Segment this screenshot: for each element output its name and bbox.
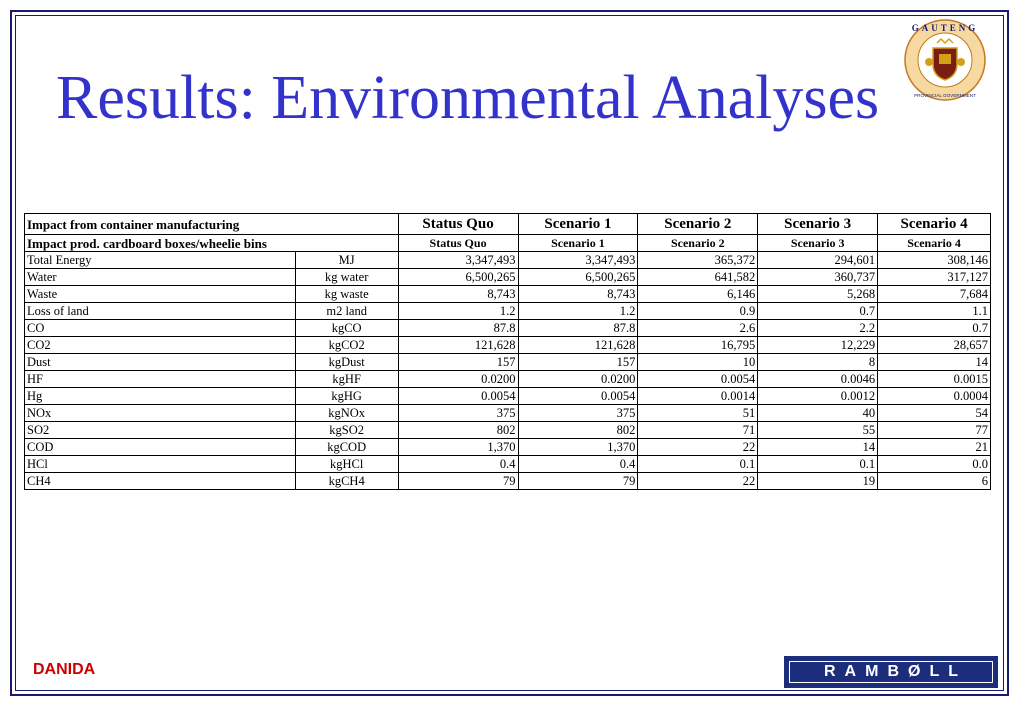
impact-value-cell: 0.4 [398, 456, 518, 473]
impact-value-cell: 71 [638, 422, 758, 439]
table-column-header: Scenario 1 [518, 235, 638, 252]
table-column-header: Scenario 3 [758, 214, 878, 235]
table-column-header: Scenario 1 [518, 214, 638, 235]
table-header-label: Impact prod. cardboard boxes/wheelie bins [25, 235, 399, 252]
table-row [25, 422, 991, 439]
impact-value-cell: 0.0012 [758, 388, 878, 405]
impact-name-cell: Total Energy [25, 252, 296, 269]
impact-unit-cell: kgNOx [295, 405, 398, 422]
impact-value-cell: 3,347,493 [398, 252, 518, 269]
impact-value-cell: 10 [638, 354, 758, 371]
impact-value-cell: 0.4 [518, 456, 638, 473]
impact-value-cell: 2.2 [758, 320, 878, 337]
impact-value-cell: 2.6 [638, 320, 758, 337]
impact-value-cell: 14 [758, 439, 878, 456]
impact-unit-cell: kgSO2 [295, 422, 398, 439]
impact-value-cell: 157 [398, 354, 518, 371]
table-row [25, 337, 991, 354]
impact-unit-cell: m2 land [295, 303, 398, 320]
impact-value-cell: 802 [398, 422, 518, 439]
table-column-header: Scenario 4 [878, 235, 991, 252]
logo-top-text: GAUTENG [911, 23, 979, 33]
impact-name-cell: Water [25, 269, 296, 286]
impact-value-cell: 0.7 [758, 303, 878, 320]
impact-value-cell: 375 [518, 405, 638, 422]
impact-value-cell: 157 [518, 354, 638, 371]
impact-value-cell: 1.1 [878, 303, 991, 320]
gauteng-seal-logo [903, 18, 987, 102]
impact-value-cell: 12,229 [758, 337, 878, 354]
impact-value-cell: 121,628 [518, 337, 638, 354]
impact-name-cell: COD [25, 439, 296, 456]
impact-name-cell: NOx [25, 405, 296, 422]
slide-title: Results: Environmental Analyses [56, 64, 880, 132]
table-header-label: Impact from container manufacturing [25, 214, 399, 235]
impact-value-cell: 0.0 [878, 456, 991, 473]
danida-footer-label: DANIDA [33, 661, 96, 678]
impact-value-cell: 641,582 [638, 269, 758, 286]
impact-value-cell: 6,146 [638, 286, 758, 303]
table-row [25, 388, 991, 405]
table-row [25, 286, 991, 303]
impact-value-cell: 0.0200 [398, 371, 518, 388]
table-row [25, 303, 991, 320]
impact-unit-cell: kgHG [295, 388, 398, 405]
impact-name-cell: HCl [25, 456, 296, 473]
impact-value-cell: 7,684 [878, 286, 991, 303]
impact-value-cell: 14 [878, 354, 991, 371]
impact-name-cell: Loss of land [25, 303, 296, 320]
impact-value-cell: 0.0014 [638, 388, 758, 405]
impact-value-cell: 87.8 [518, 320, 638, 337]
impact-value-cell: 40 [758, 405, 878, 422]
impact-value-cell: 360,737 [758, 269, 878, 286]
impact-value-cell: 16,795 [638, 337, 758, 354]
table-row [25, 320, 991, 337]
impact-value-cell: 0.0046 [758, 371, 878, 388]
table-column-header: Scenario 2 [638, 214, 758, 235]
impact-value-cell: 87.8 [398, 320, 518, 337]
impact-name-cell: Waste [25, 286, 296, 303]
impact-name-cell: SO2 [25, 422, 296, 439]
impact-value-cell: 294,601 [758, 252, 878, 269]
impact-value-cell: 5,268 [758, 286, 878, 303]
impact-value-cell: 0.0054 [638, 371, 758, 388]
impact-value-cell: 6 [878, 473, 991, 490]
impact-unit-cell: MJ [295, 252, 398, 269]
impact-value-cell: 8,743 [398, 286, 518, 303]
table-column-header: Status Quo [398, 235, 518, 252]
impact-value-cell: 22 [638, 439, 758, 456]
impact-value-cell: 55 [758, 422, 878, 439]
impact-value-cell: 0.0200 [518, 371, 638, 388]
table-row [25, 269, 991, 286]
impact-value-cell: 0.9 [638, 303, 758, 320]
table-header-row [25, 235, 991, 252]
impact-value-cell: 8,743 [518, 286, 638, 303]
ramboll-logo [784, 656, 998, 688]
impact-name-cell: Dust [25, 354, 296, 371]
impact-unit-cell: kgCO [295, 320, 398, 337]
table-row [25, 456, 991, 473]
table-row [25, 371, 991, 388]
impact-value-cell: 0.1 [638, 456, 758, 473]
impact-value-cell: 0.0054 [398, 388, 518, 405]
impact-value-cell: 1,370 [518, 439, 638, 456]
impact-value-cell: 0.0004 [878, 388, 991, 405]
impact-unit-cell: kg waste [295, 286, 398, 303]
impact-value-cell: 308,146 [878, 252, 991, 269]
impact-value-cell: 3,347,493 [518, 252, 638, 269]
table-header-row [25, 214, 991, 235]
impact-value-cell: 0.0015 [878, 371, 991, 388]
impact-value-cell: 375 [398, 405, 518, 422]
impact-value-cell: 0.1 [758, 456, 878, 473]
impact-value-cell: 0.0054 [518, 388, 638, 405]
ramboll-logo-text: RAMBØLL [789, 661, 993, 683]
impact-value-cell: 317,127 [878, 269, 991, 286]
impact-value-cell: 1.2 [518, 303, 638, 320]
impact-unit-cell: kgDust [295, 354, 398, 371]
impact-value-cell: 121,628 [398, 337, 518, 354]
impact-value-cell: 8 [758, 354, 878, 371]
logo-bottom-text: PROVINCIAL GOVERNMENT [914, 93, 976, 98]
impact-unit-cell: kgCH4 [295, 473, 398, 490]
impact-name-cell: CO2 [25, 337, 296, 354]
environmental-results-table [24, 213, 991, 490]
impact-value-cell: 21 [878, 439, 991, 456]
impact-value-cell: 19 [758, 473, 878, 490]
impact-unit-cell: kg water [295, 269, 398, 286]
impact-unit-cell: kgCO2 [295, 337, 398, 354]
impact-value-cell: 6,500,265 [518, 269, 638, 286]
table-row [25, 473, 991, 490]
table-row [25, 405, 991, 422]
impact-value-cell: 22 [638, 473, 758, 490]
table-column-header: Scenario 2 [638, 235, 758, 252]
impact-value-cell: 1.2 [398, 303, 518, 320]
table-column-header: Scenario 3 [758, 235, 878, 252]
impact-unit-cell: kgHCl [295, 456, 398, 473]
impact-value-cell: 79 [398, 473, 518, 490]
impact-unit-cell: kgHF [295, 371, 398, 388]
impact-name-cell: HF [25, 371, 296, 388]
table-column-header: Scenario 4 [878, 214, 991, 235]
impact-name-cell: CO [25, 320, 296, 337]
impact-value-cell: 79 [518, 473, 638, 490]
table-row [25, 354, 991, 371]
impact-value-cell: 1,370 [398, 439, 518, 456]
impact-name-cell: Hg [25, 388, 296, 405]
impact-name-cell: CH4 [25, 473, 296, 490]
impact-value-cell: 0.7 [878, 320, 991, 337]
table-column-header: Status Quo [398, 214, 518, 235]
impact-value-cell: 802 [518, 422, 638, 439]
table-row [25, 252, 991, 269]
impact-value-cell: 6,500,265 [398, 269, 518, 286]
impact-value-cell: 28,657 [878, 337, 991, 354]
impact-value-cell: 54 [878, 405, 991, 422]
table-row [25, 439, 991, 456]
impact-value-cell: 365,372 [638, 252, 758, 269]
impact-value-cell: 51 [638, 405, 758, 422]
impact-value-cell: 77 [878, 422, 991, 439]
impact-unit-cell: kgCOD [295, 439, 398, 456]
